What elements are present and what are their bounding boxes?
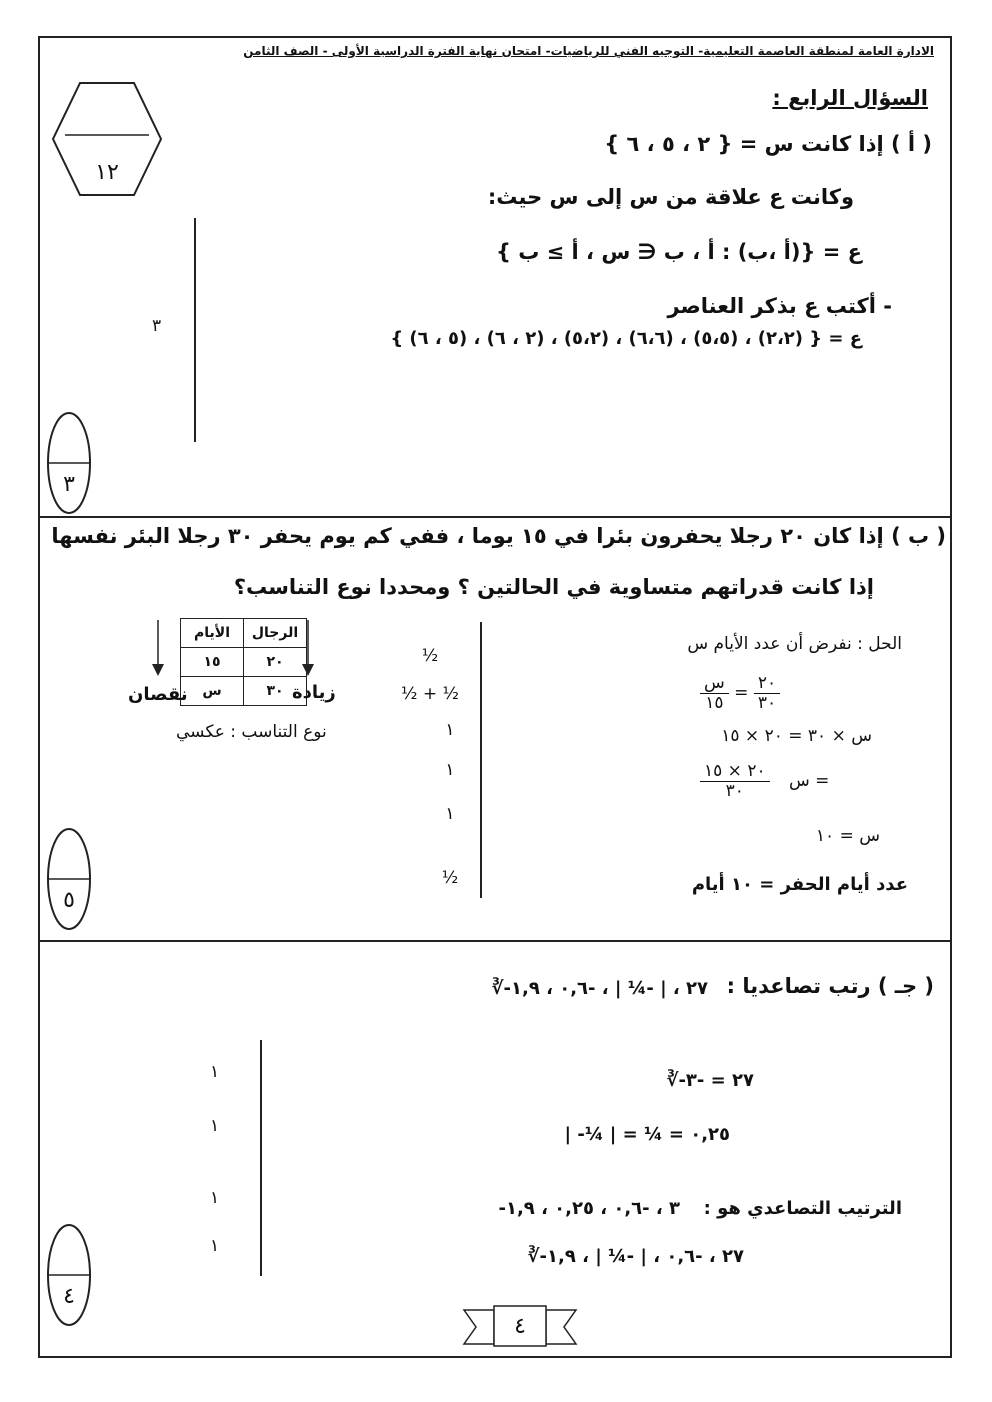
table-cell: ٣٠ xyxy=(244,677,307,706)
order-label: الترتيب التصاعدي هو : xyxy=(703,1198,902,1219)
mark: ١ xyxy=(210,1062,220,1082)
table-header-men: الرجال xyxy=(244,619,307,648)
part-c-title: ( جـ ) رتب تصاعديا : xyxy=(726,974,934,998)
equation-2: س × ٣٠ = ٢٠ × ١٥ xyxy=(721,726,872,746)
final-order: ∛-٢٧ ، -٠,٦ ، | -¼ | ، ١,٩ xyxy=(527,1246,744,1267)
part-b-result: عدد أيام الحفر = ١٠ أيام xyxy=(691,874,908,895)
table-cell: ١٥ xyxy=(181,648,244,677)
mark: ١ xyxy=(210,1236,220,1256)
part-c-score: ٤ xyxy=(63,1284,75,1309)
page-number: ٤ xyxy=(514,1314,526,1339)
table-header-days: الأيام xyxy=(181,619,244,648)
part-a-score-oval xyxy=(46,410,92,516)
equation-1: $\frac{\text{س}}{١٥}$ = $\frac{٢٠}{٣٠}$ xyxy=(700,674,780,712)
eq1-right-numerator: س xyxy=(700,674,729,694)
part-b-score: ٥ xyxy=(63,888,75,913)
equation-3 xyxy=(700,762,829,800)
mark: ١ xyxy=(445,804,455,824)
mark: ½ xyxy=(441,868,459,888)
section-divider-1 xyxy=(38,516,952,518)
mark: ١ xyxy=(445,720,455,740)
mark: ١ xyxy=(210,1116,220,1136)
part-c-items: ∛-٢٧ ، | -¼ | ، -٠,٦ ، ١,٩ xyxy=(491,978,708,999)
eq1-left-denominator: ٣٠ xyxy=(757,692,777,713)
part-a-line3: ع = {(أ ،ب) : أ ، ب ∈ س ، أ ≥ ب } xyxy=(495,240,862,264)
proportion-type: نوع التناسب : عكسي xyxy=(176,722,327,742)
part-a-answer: ع = { (٢،٢) ، (٥،٥) ، (٦،٦) ، (٥،٢) ، (٢ ، ٦) ، (٥ ، ٦) } xyxy=(390,328,862,349)
part-b-line2: إذا كانت قدراتهم متساوية في الحالتين ؟ ومحددا نوع التناسب؟ xyxy=(233,575,874,599)
question-title: السؤال الرابع : xyxy=(772,86,928,110)
part-a-score: ٣ xyxy=(63,472,75,497)
eq3-numerator: ٢٠ × ١٥ xyxy=(700,762,770,782)
part-c-step1: ∛-٢٧ = -٣ xyxy=(666,1070,754,1091)
part-c-score-oval xyxy=(46,1222,92,1328)
exam-header: الادارة العامة لمنطقة العاصمة التعليمية- التوجيه الفني للرياضيات- امتحان نهاية الفترة الدراسية الأولى - الصف الثامن xyxy=(243,44,934,58)
increase-label: زيادة xyxy=(292,682,336,703)
eq3-denominator: ٣٠ xyxy=(725,780,744,801)
decrease-arrow-icon xyxy=(148,618,168,678)
order-values: -٣ ، -٠,٦ ، ٠,٢٥ ، ١,٩ xyxy=(498,1198,680,1219)
part-b-score-oval xyxy=(46,826,92,932)
mark: ½ xyxy=(421,646,439,666)
part-b-line1: ( ب ) إذا كان ٢٠ رجلا يحفرون بئرا في ١٥ يوما ، ففي كم يوم يحفر ٣٠ رجلا البئر نفسها xyxy=(51,524,946,548)
part-c-step2: | -¼ | = ¼ = ٠,٢٥ xyxy=(564,1124,730,1145)
equation-4: س = ١٠ xyxy=(815,826,880,846)
eq3-left: س = xyxy=(789,771,830,792)
marks-divider xyxy=(480,622,482,898)
table-cell: ٢٠ xyxy=(244,648,307,677)
total-score: ١٢ xyxy=(95,160,119,185)
mark: ½ + ½ xyxy=(400,684,459,704)
eq1-right-denominator: ١٥ xyxy=(705,692,724,713)
marks-divider-c xyxy=(260,1040,262,1276)
part-a-line2: وكانت ع علاقة من س إلى س حيث: xyxy=(487,185,854,209)
part-a-line4: - أكتب ع بذكر العناصر xyxy=(667,294,892,318)
mark: ١ xyxy=(445,760,455,780)
section-divider-2 xyxy=(38,940,952,942)
eq1-left-numerator: ٢٠ xyxy=(754,674,780,694)
part-a-line1: ( أ ) إذا كانت س = { ٢ ، ٥ ، ٦ } xyxy=(604,132,932,156)
mark: ١ xyxy=(210,1188,220,1208)
proportion-table xyxy=(180,618,307,706)
part-a-mark: ٣ xyxy=(152,316,162,336)
decrease-label: نقصان xyxy=(128,684,188,705)
solution-intro: الحل : نفرض أن عدد الأيام س xyxy=(687,634,902,654)
increase-arrow-icon xyxy=(298,618,318,678)
margin-divider xyxy=(194,218,196,442)
table-cell: س xyxy=(181,677,244,706)
